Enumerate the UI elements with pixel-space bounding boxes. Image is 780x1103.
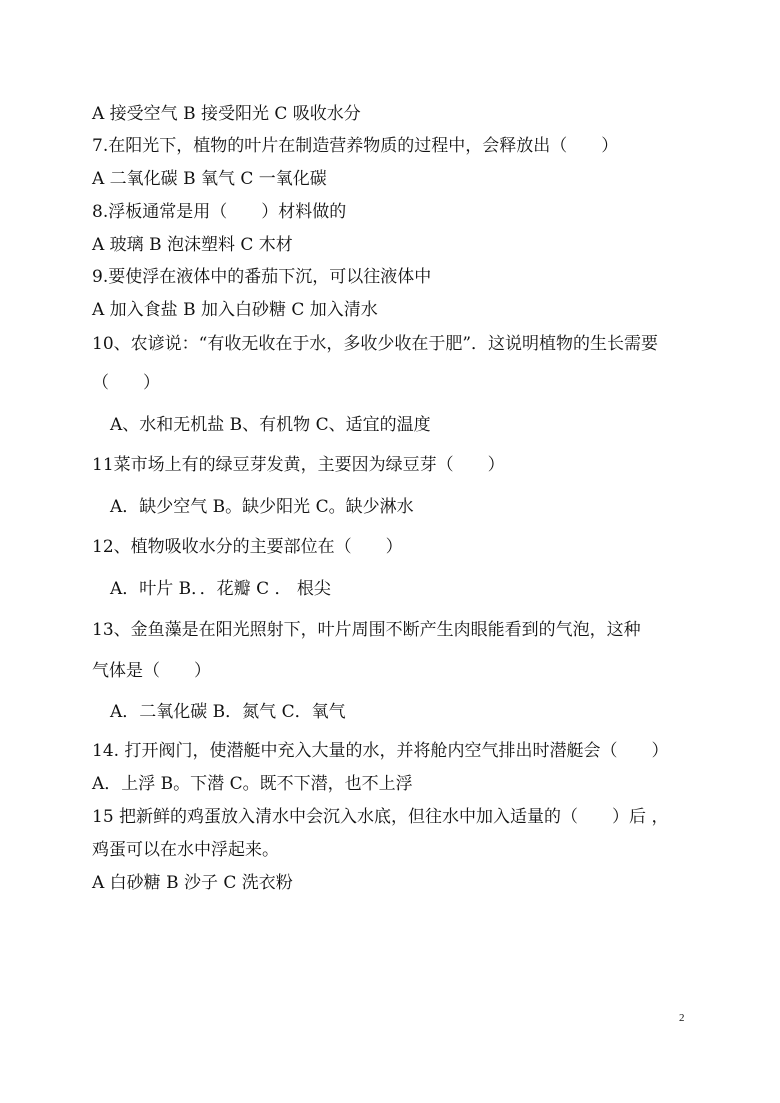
- q7-question: 7.在阳光下，植物的叶片在制造营养物质的过程中，会释放出（ ）: [92, 136, 619, 156]
- q12-options: A．叶片 B．．花瓣 C ． 根尖: [110, 579, 331, 599]
- q11-question: 11菜市场上有的绿豆芽发黄，主要因为绿豆芽（ ）: [92, 455, 505, 475]
- q13-question: 13、金鱼藻是在阳光照射下，叶片周围不断产生肉眼能看到的气泡，这种: [92, 620, 641, 640]
- q14-options: A．上浮 B。下潜 C。既不下潜，也不上浮: [92, 774, 413, 794]
- q9-question: 9.要使浮在液体中的番茄下沉，可以往液体中: [92, 267, 432, 287]
- page-number: 2: [679, 1012, 685, 1024]
- q10-options: A、水和无机盐 B、有机物 C、适宜的温度: [110, 415, 431, 435]
- q13-options: A．二氧化碳 B．氮气 C．氧气: [110, 702, 346, 722]
- q10-question-cont: （ ）: [92, 373, 160, 393]
- q8-question: 8.浮板通常是用（ ）材料做的: [92, 202, 347, 222]
- q9-options: A 加入食盐 B 加入白砂糖 C 加入清水: [92, 300, 378, 320]
- q15-question: 15 把新鲜的鸡蛋放入清水中会沉入水底，但往水中加入适量的（ ）后 ，: [92, 807, 669, 827]
- q15-question-cont: 鸡蛋可以在水中浮起来。: [92, 840, 279, 860]
- q11-options: A．缺少空气 B。缺少阳光 C。缺少淋水: [110, 497, 414, 517]
- q6-options: A 接受空气 B 接受阳光 C 吸收水分: [92, 104, 361, 124]
- q13-question-cont: 气体是（ ）: [92, 661, 211, 681]
- q12-question: 12、植物吸收水分的主要部位在（ ）: [92, 537, 403, 557]
- q10-question: 10、农谚说：“有收无收在于水，多收少收在于肥”．这说明植物的生长需要: [92, 334, 659, 354]
- q15-options: A 白砂糖 B 沙子 C 洗衣粉: [92, 873, 293, 893]
- q8-options: A 玻璃 B 泡沫塑料 C 木材: [92, 235, 293, 255]
- q14-question: 14. 打开阀门，使潜艇中充入大量的水，并将舱内空气排出时潜艇会（ ）: [92, 741, 669, 761]
- q7-options: A 二氧化碳 B 氧气 C 一氧化碳: [92, 169, 327, 189]
